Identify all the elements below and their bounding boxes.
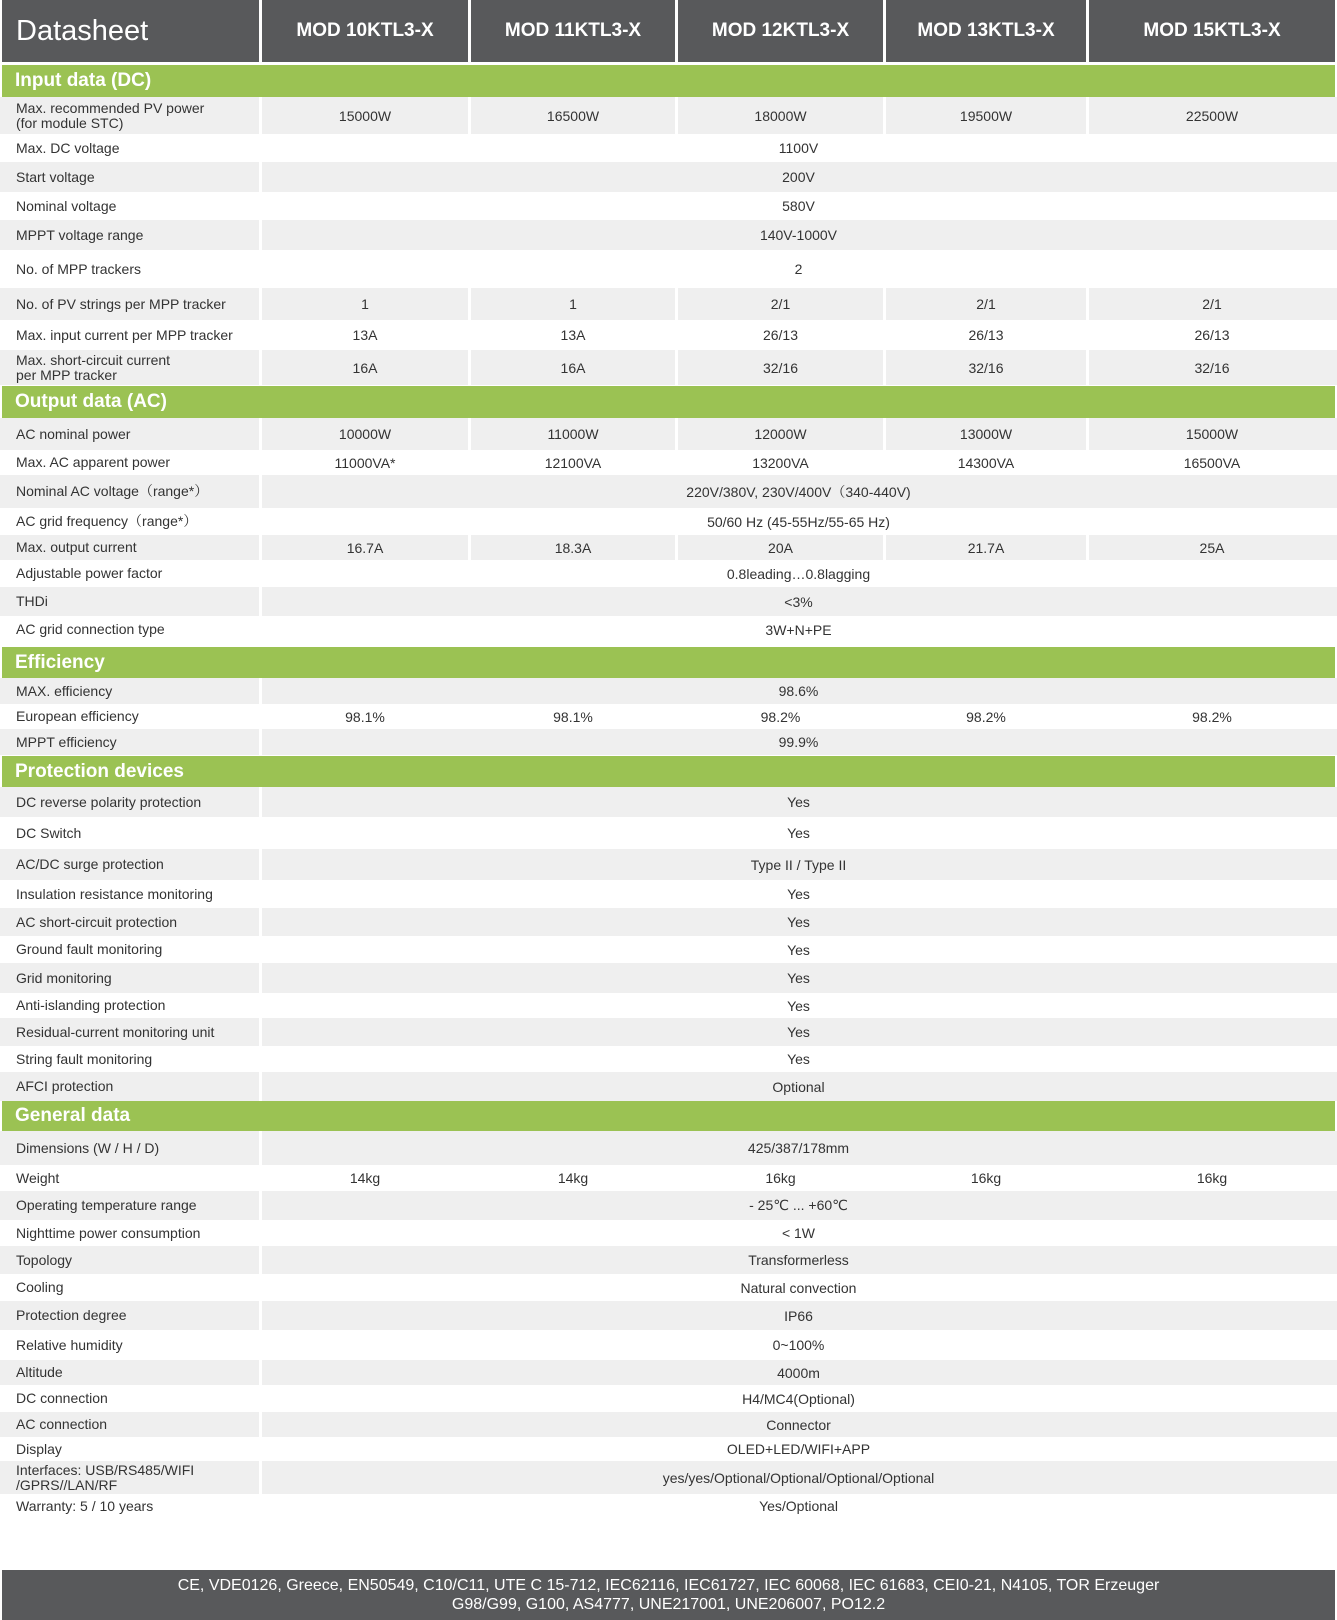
column-divider (883, 1165, 886, 1191)
row-label: Warranty: 5 / 10 years (16, 1497, 154, 1514)
column-divider (259, 1131, 262, 1165)
row-value-all-models: 220V/380V, 230V/400V（340-440V) (686, 483, 911, 500)
model-header-5: MOD 15KTL3-X (1089, 0, 1335, 62)
row-label: DC connection (16, 1390, 108, 1407)
table-row (0, 1301, 1337, 1330)
row-label: AC grid connection type (16, 621, 165, 638)
row-value-all-models: Type II / Type II (750, 856, 847, 873)
column-divider (468, 320, 471, 350)
column-divider (259, 849, 262, 880)
row-label: Weight (16, 1169, 60, 1186)
row-value-model-2: 14kg (557, 1170, 589, 1186)
row-value-model-4: 98.2% (966, 708, 1006, 725)
column-divider (259, 678, 262, 704)
row-value-model-2: 16A (560, 359, 586, 376)
column-divider (468, 97, 471, 134)
row-label: Nominal AC voltage（range*） (16, 483, 209, 500)
row-value-model-3: 16kg (765, 1170, 796, 1186)
row-value-all-models: 580V (782, 198, 815, 214)
table-row (0, 320, 1337, 350)
column-divider (259, 288, 262, 320)
row-label: AC/DC surge protection (16, 856, 164, 873)
row-label: Max. DC voltage (16, 139, 120, 156)
table-row (0, 1220, 1337, 1246)
row-label: MAX. efficiency (16, 682, 113, 699)
row-label: AC short-circuit protection (16, 913, 178, 930)
row-value-all-models: 0.8leading…0.8lagging (726, 565, 871, 582)
column-divider (259, 1360, 262, 1385)
row-value-all-models: Optional (772, 1078, 825, 1095)
column-divider (468, 450, 471, 475)
row-value-model-3: 20A (768, 539, 793, 556)
column-divider (259, 162, 262, 192)
row-label: String fault monitoring (16, 1050, 153, 1067)
column-divider (1086, 288, 1089, 320)
row-label: Nominal voltage (16, 197, 117, 214)
row-value-model-2: 16500W (546, 107, 600, 124)
table-row (0, 97, 1337, 134)
row-value-model-5: 98.2% (1192, 708, 1232, 725)
column-divider (675, 450, 678, 475)
table-row (0, 704, 1337, 729)
table-row (0, 936, 1337, 963)
column-divider (259, 535, 262, 560)
table-row (0, 1191, 1337, 1220)
column-divider (259, 134, 262, 162)
column-divider (259, 729, 262, 755)
row-value-all-models: 140V-1000V (759, 227, 838, 243)
row-label: Protection degree (16, 1307, 127, 1324)
column-divider (675, 288, 678, 320)
row-label: AFCI protection (16, 1078, 114, 1095)
row-value-model-3: 18000W (754, 107, 807, 124)
row-value-all-models: 99.9% (778, 734, 819, 750)
row-value-model-4: 16kg (970, 1170, 1002, 1186)
column-divider (259, 1220, 262, 1246)
column-divider (259, 97, 262, 134)
row-value-model-4: 2/1 (976, 296, 996, 312)
model-header-2: MOD 11KTL3-X (471, 0, 675, 62)
row-value-model-3: 26/13 (762, 327, 799, 343)
row-value-all-models: < 1W (781, 1225, 816, 1241)
table-row (0, 1461, 1337, 1494)
row-label: European efficiency (16, 708, 139, 725)
column-divider (259, 418, 262, 450)
row-label: Start voltage (16, 168, 95, 185)
row-label: Ground fault monitoring (16, 941, 163, 958)
row-value-model-5: 32/16 (1194, 359, 1230, 376)
model-header-1: MOD 10KTL3-X (262, 0, 468, 62)
table-row (0, 1131, 1337, 1165)
row-value-all-models: <3% (784, 593, 813, 610)
row-value-model-5: 16kg (1196, 1170, 1228, 1186)
column-divider (1086, 97, 1089, 134)
table-row (0, 220, 1337, 250)
column-divider (259, 1246, 262, 1274)
column-divider (259, 587, 262, 616)
column-divider (259, 1274, 262, 1301)
column-divider (259, 1437, 262, 1461)
column-divider (675, 704, 678, 729)
row-label: Residual-current monitoring unit (16, 1023, 215, 1040)
column-divider (883, 418, 886, 450)
row-label: THDi (16, 593, 48, 610)
column-divider (259, 220, 262, 250)
row-value-model-1: 10000W (338, 426, 392, 442)
model-header-4: MOD 13KTL3-X (886, 0, 1086, 62)
column-divider (1086, 320, 1089, 350)
table-row (0, 1165, 1337, 1191)
column-divider (883, 320, 886, 350)
row-value-all-models: Yes (787, 1024, 810, 1040)
row-value-all-models: IP66 (784, 1307, 813, 1324)
table-row (0, 250, 1337, 288)
row-label: No. of MPP trackers (16, 260, 142, 277)
column-divider (883, 535, 886, 560)
row-label: Interfaces: USB/RS485/WIFI /GPRS//LAN/RF (16, 1461, 195, 1493)
row-value-model-2: 13A (560, 327, 586, 343)
row-value-model-2: 98.1% (553, 708, 593, 725)
row-label: Altitude (16, 1364, 63, 1381)
row-label: AC nominal power (16, 425, 131, 442)
row-value-all-models: Yes (787, 970, 810, 986)
column-divider (259, 993, 262, 1018)
table-row (0, 418, 1337, 450)
certifications-line-1: CE, VDE0126, Greece, EN50549, C10/C11, UTE C 15-712, IEC62116, IEC61727, IEC 60068, IEC 61683, CEI0-21, N4105, TOR Erzeuger (177, 1576, 1160, 1594)
section-header-input-data-dc: Input data (DC) (2, 65, 1335, 97)
table-row (0, 1360, 1337, 1385)
column-divider (675, 1165, 678, 1191)
row-value-all-models: 425/387/178mm (747, 1140, 850, 1156)
table-row (0, 350, 1337, 385)
table-row (0, 1046, 1337, 1072)
table-row (0, 880, 1337, 908)
column-divider (259, 1301, 262, 1330)
row-value-all-models: Yes (787, 794, 810, 810)
row-value-all-models: OLED+LED/WIFI+APP (726, 1441, 871, 1457)
column-divider (259, 817, 262, 849)
row-label: Max. short-circuit current per MPP tracker (16, 351, 171, 383)
row-label: Operating temperature range (16, 1197, 197, 1214)
table-row (0, 1072, 1337, 1101)
column-divider (883, 450, 886, 475)
table-row (0, 475, 1337, 508)
row-value-model-2: 1 (569, 296, 577, 312)
column-divider (259, 250, 262, 288)
column-divider (259, 880, 262, 908)
row-value-model-1: 98.1% (345, 708, 385, 725)
row-value-model-1: 11000VA* (334, 454, 396, 471)
row-value-model-5: 26/13 (1194, 327, 1230, 343)
column-divider (259, 560, 262, 587)
row-label: Max. output current (16, 539, 137, 556)
row-value-model-5: 2/1 (1202, 296, 1222, 312)
row-label: AC connection (16, 1416, 108, 1433)
row-value-model-3: 12000W (754, 426, 807, 442)
table-row (0, 729, 1337, 755)
row-label: Grid monitoring (16, 969, 112, 986)
table-row (0, 1437, 1337, 1461)
row-value-model-1: 15000W (338, 107, 392, 124)
row-value-all-models: 50/60 Hz (45-55Hz/55-65 Hz) (707, 513, 890, 530)
row-value-model-3: 98.2% (760, 708, 801, 725)
table-row (0, 1494, 1337, 1518)
row-value-model-2: 12100VA (544, 454, 602, 471)
datasheet-title: Datasheet (2, 0, 259, 62)
column-divider (883, 288, 886, 320)
row-value-all-models: Natural convection (740, 1279, 857, 1296)
column-divider (468, 288, 471, 320)
section-header-protection-devices: Protection devices (2, 756, 1335, 787)
row-value-model-2: 18.3A (554, 539, 592, 556)
column-divider (1086, 450, 1089, 475)
column-divider (468, 350, 471, 385)
table-row (0, 587, 1337, 616)
column-divider (259, 1412, 262, 1437)
row-value-all-models: Connector (766, 1416, 831, 1433)
row-value-all-models: Transformerless (748, 1252, 849, 1268)
row-value-all-models: Yes (787, 997, 810, 1014)
table-row (0, 450, 1337, 475)
row-label: Max. recommended PV power (for module STC) (16, 99, 205, 131)
table-row (0, 192, 1337, 220)
row-value-model-3: 2/1 (770, 296, 791, 312)
model-header-3: MOD 12KTL3-X (678, 0, 883, 62)
section-header-output-data-ac: Output data (AC) (2, 386, 1335, 418)
table-row (0, 849, 1337, 880)
table-row (0, 817, 1337, 849)
column-divider (675, 320, 678, 350)
row-value-all-models: Yes (787, 941, 810, 958)
row-label: Relative humidity (16, 1336, 123, 1353)
row-label: Cooling (16, 1279, 64, 1296)
row-value-all-models: 2 (794, 261, 803, 277)
table-row (0, 288, 1337, 320)
column-divider (675, 418, 678, 450)
row-value-model-4: 19500W (959, 107, 1013, 124)
table-row (0, 1330, 1337, 1360)
certifications-line-2: G98/G99, G100, AS4777, UNE217001, UNE206007, PO12.2 (451, 1596, 886, 1613)
row-label: No. of PV strings per MPP tracker (16, 295, 226, 312)
row-value-model-4: 13000W (959, 426, 1013, 442)
row-label: Display (16, 1440, 62, 1457)
column-divider (883, 350, 886, 385)
row-value-all-models: yes/yes/Optional/Optional/Optional/Optional (662, 1469, 935, 1486)
row-value-model-3: 13200VA (752, 454, 809, 471)
column-divider (259, 787, 262, 817)
table-row (0, 560, 1337, 587)
column-divider (259, 450, 262, 475)
table-row (0, 993, 1337, 1018)
section-header-efficiency: Efficiency (2, 647, 1335, 678)
column-divider (259, 1330, 262, 1360)
row-value-all-models: 98.6% (778, 683, 819, 699)
row-label: Nighttime power consumption (16, 1224, 201, 1241)
row-value-model-2: 11000W (547, 426, 599, 442)
column-divider (259, 908, 262, 936)
table-row (0, 963, 1337, 993)
row-label: Topology (16, 1251, 73, 1268)
column-divider (259, 1165, 262, 1191)
column-divider (675, 535, 678, 560)
table-row (0, 678, 1337, 704)
row-value-model-5: 22500W (1185, 107, 1239, 124)
column-divider (259, 192, 262, 220)
column-divider (259, 936, 262, 963)
row-value-all-models: Yes (787, 825, 810, 841)
column-divider (259, 616, 262, 643)
table-row (0, 1246, 1337, 1274)
row-label: DC reverse polarity protection (16, 793, 202, 810)
row-value-model-1: 16A (352, 359, 378, 376)
row-value-all-models: 4000m (777, 1364, 820, 1381)
column-divider (259, 350, 262, 385)
row-label: Dimensions (W / H / D) (16, 1139, 160, 1156)
table-row (0, 535, 1337, 560)
row-value-model-4: 26/13 (968, 327, 1004, 343)
column-divider (259, 1494, 262, 1518)
row-value-all-models: Yes (787, 886, 810, 902)
column-divider (883, 97, 886, 134)
column-divider (1086, 535, 1089, 560)
row-value-all-models: 1100V (778, 140, 819, 156)
table-row (0, 1412, 1337, 1437)
table-row (0, 787, 1337, 817)
column-divider (259, 320, 262, 350)
row-value-all-models: - 25℃ ... +60℃ (749, 1197, 848, 1213)
certifications-footer (2, 1570, 1335, 1620)
row-label: Insulation resistance monitoring (16, 885, 213, 902)
row-label: DC Switch (16, 824, 82, 841)
table-row (0, 1385, 1337, 1412)
column-divider (259, 1072, 262, 1101)
column-divider (259, 1046, 262, 1072)
table-row (0, 616, 1337, 643)
column-divider (259, 704, 262, 729)
row-value-model-5: 16500VA (1183, 454, 1241, 471)
column-divider (259, 1385, 262, 1412)
row-value-model-4: 32/16 (968, 359, 1004, 376)
row-label: Max. input current per MPP tracker (16, 326, 233, 343)
table-row (0, 162, 1337, 192)
row-label: Adjustable power factor (16, 565, 163, 582)
row-value-all-models: 0~100% (772, 1337, 825, 1353)
row-value-model-1: 14kg (349, 1170, 381, 1186)
section-header-general-data: General data (2, 1101, 1335, 1131)
row-value-model-1: 13A (352, 327, 378, 343)
column-divider (468, 1165, 471, 1191)
row-value-all-models: Yes (787, 1051, 810, 1067)
row-value-model-1: 1 (361, 296, 369, 312)
column-divider (1086, 704, 1089, 729)
row-value-model-4: 14300VA (957, 454, 1015, 471)
row-value-model-5: 25A (1199, 539, 1225, 556)
row-value-all-models: H4/MC4(Optional) (742, 1390, 855, 1407)
column-divider (259, 1461, 262, 1494)
row-value-all-models: 3W+N+PE (765, 621, 832, 638)
row-value-model-3: 32/16 (762, 359, 799, 376)
table-row (0, 508, 1337, 535)
column-divider (259, 508, 262, 535)
column-divider (675, 350, 678, 385)
column-divider (1086, 418, 1089, 450)
row-value-all-models: Yes/Optional (759, 1498, 838, 1514)
table-row (0, 134, 1337, 162)
column-divider (468, 418, 471, 450)
table-row (0, 908, 1337, 936)
column-divider (259, 963, 262, 993)
row-label: MPPT efficiency (16, 733, 117, 750)
row-value-all-models: 200V (782, 169, 815, 185)
row-value-model-5: 15000W (1185, 426, 1239, 442)
column-divider (259, 1018, 262, 1046)
column-divider (468, 535, 471, 560)
column-divider (883, 704, 886, 729)
column-divider (675, 97, 678, 134)
column-divider (468, 704, 471, 729)
row-value-model-4: 21.7A (967, 539, 1005, 556)
column-divider (259, 475, 262, 508)
table-row (0, 1018, 1337, 1046)
column-divider (259, 1191, 262, 1220)
column-divider (1086, 1165, 1089, 1191)
row-label: AC grid frequency（range*） (16, 513, 198, 530)
row-label: MPPT voltage range (16, 226, 144, 243)
table-row (0, 1274, 1337, 1301)
row-value-all-models: Yes (787, 914, 810, 930)
row-label: Anti-islanding protection (16, 997, 166, 1014)
column-divider (1086, 350, 1089, 385)
row-value-model-1: 16.7A (346, 539, 384, 556)
row-label: Max. AC apparent power (16, 454, 171, 471)
